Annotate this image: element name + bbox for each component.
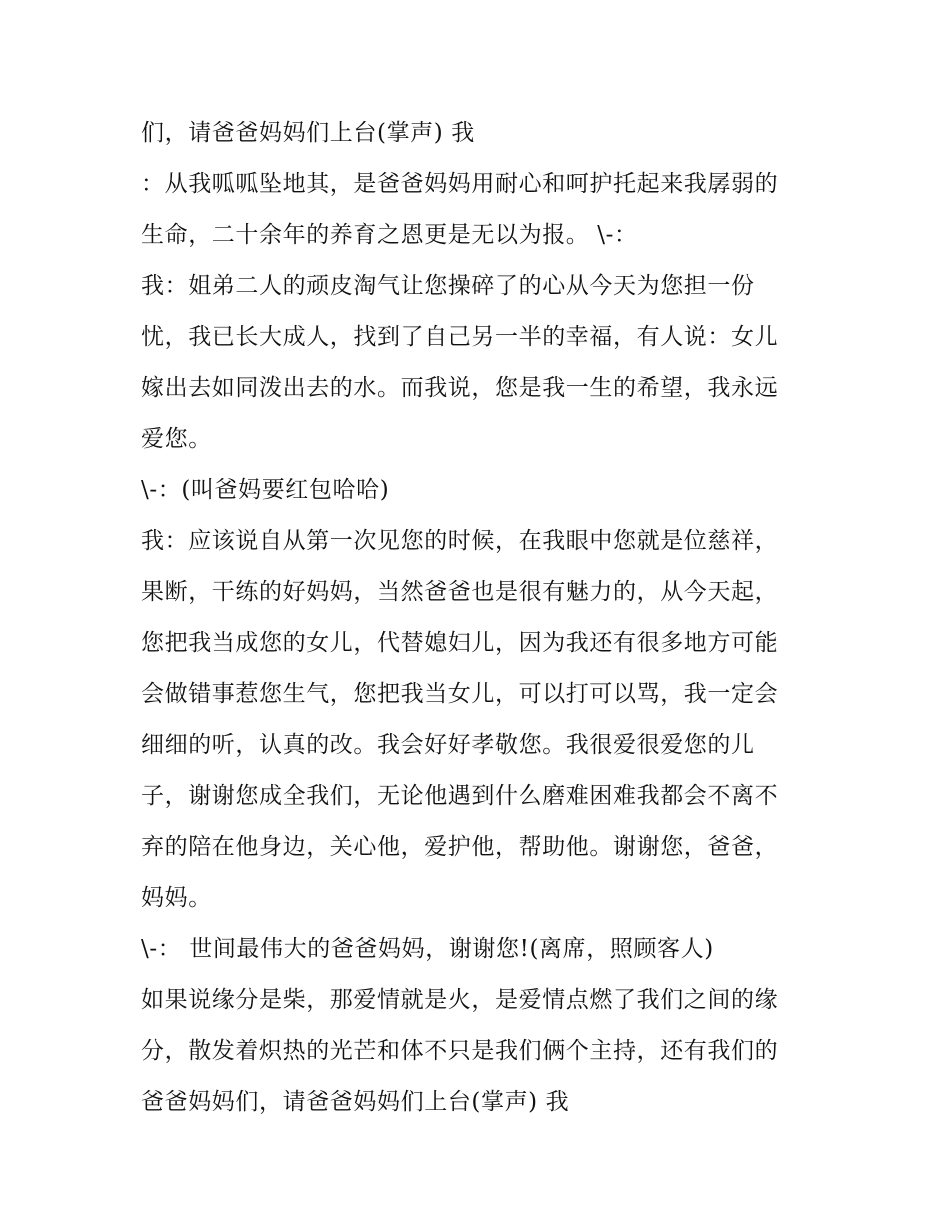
text-line: 生命，二十余年的养育之恩更是无以为报。 \-： — [141, 222, 638, 248]
text-line: 如果说缘分是柴，那爱情就是火，是爱情点燃了我们之间的缘 — [141, 987, 779, 1013]
text-line: 细细的听，认真的改。我会好好孝敬您。我很爱很爱您的儿 — [141, 732, 755, 758]
text-line: 嫁出去如同泼出去的水。而我说，您是我一生的希望，我永远 — [141, 375, 779, 401]
text-line: 我：姐弟二人的顽皮淘气让您操碎了的心从今天为您担一份 — [141, 273, 755, 299]
text-line: ：从我呱呱坠地其，是爸爸妈妈用耐心和呵护托起来我孱弱的 — [141, 171, 779, 197]
document-body — [141, 108, 831, 1128]
text-line: \-： 世间最伟大的爸爸妈妈，谢谢您!(离席，照顾客人) — [141, 936, 714, 962]
text-line: 您把我当成您的女儿，代替媳妇儿，因为我还有很多地方可能 — [141, 630, 779, 656]
text-line: 分，散发着炽热的光芒和体不只是我们俩个主持，还有我们的 — [141, 1038, 779, 1064]
text-line: 我：应该说自从第一次见您的时候，在我眼中您就是位慈祥， — [141, 528, 779, 554]
text-line: 们，请爸爸妈妈们上台(掌声) 我 — [141, 120, 475, 146]
text-line: 子，谢谢您成全我们，无论他遇到什么磨难困难我都会不离不 — [141, 783, 779, 809]
text-line: 爸爸妈妈们，请爸爸妈妈们上台(掌声) 我 — [141, 1089, 570, 1115]
text-line: 会做错事惹您生气，您把我当女儿，可以打可以骂，我一定会 — [141, 681, 779, 707]
text-line: 妈妈。 — [141, 885, 212, 911]
text-line: 爱您。 — [141, 426, 212, 452]
text-line: 果断，干练的好妈妈，当然爸爸也是很有魅力的，从今天起， — [141, 579, 779, 605]
text-line: \-：(叫爸妈要红包哈哈) — [141, 477, 390, 503]
text-line: 忧，我已长大成人，找到了自己另一半的幸福，有人说：女儿 — [141, 324, 779, 350]
text-line: 弃的陪在他身边，关心他，爱护他，帮助他。谢谢您，爸爸， — [141, 834, 779, 860]
